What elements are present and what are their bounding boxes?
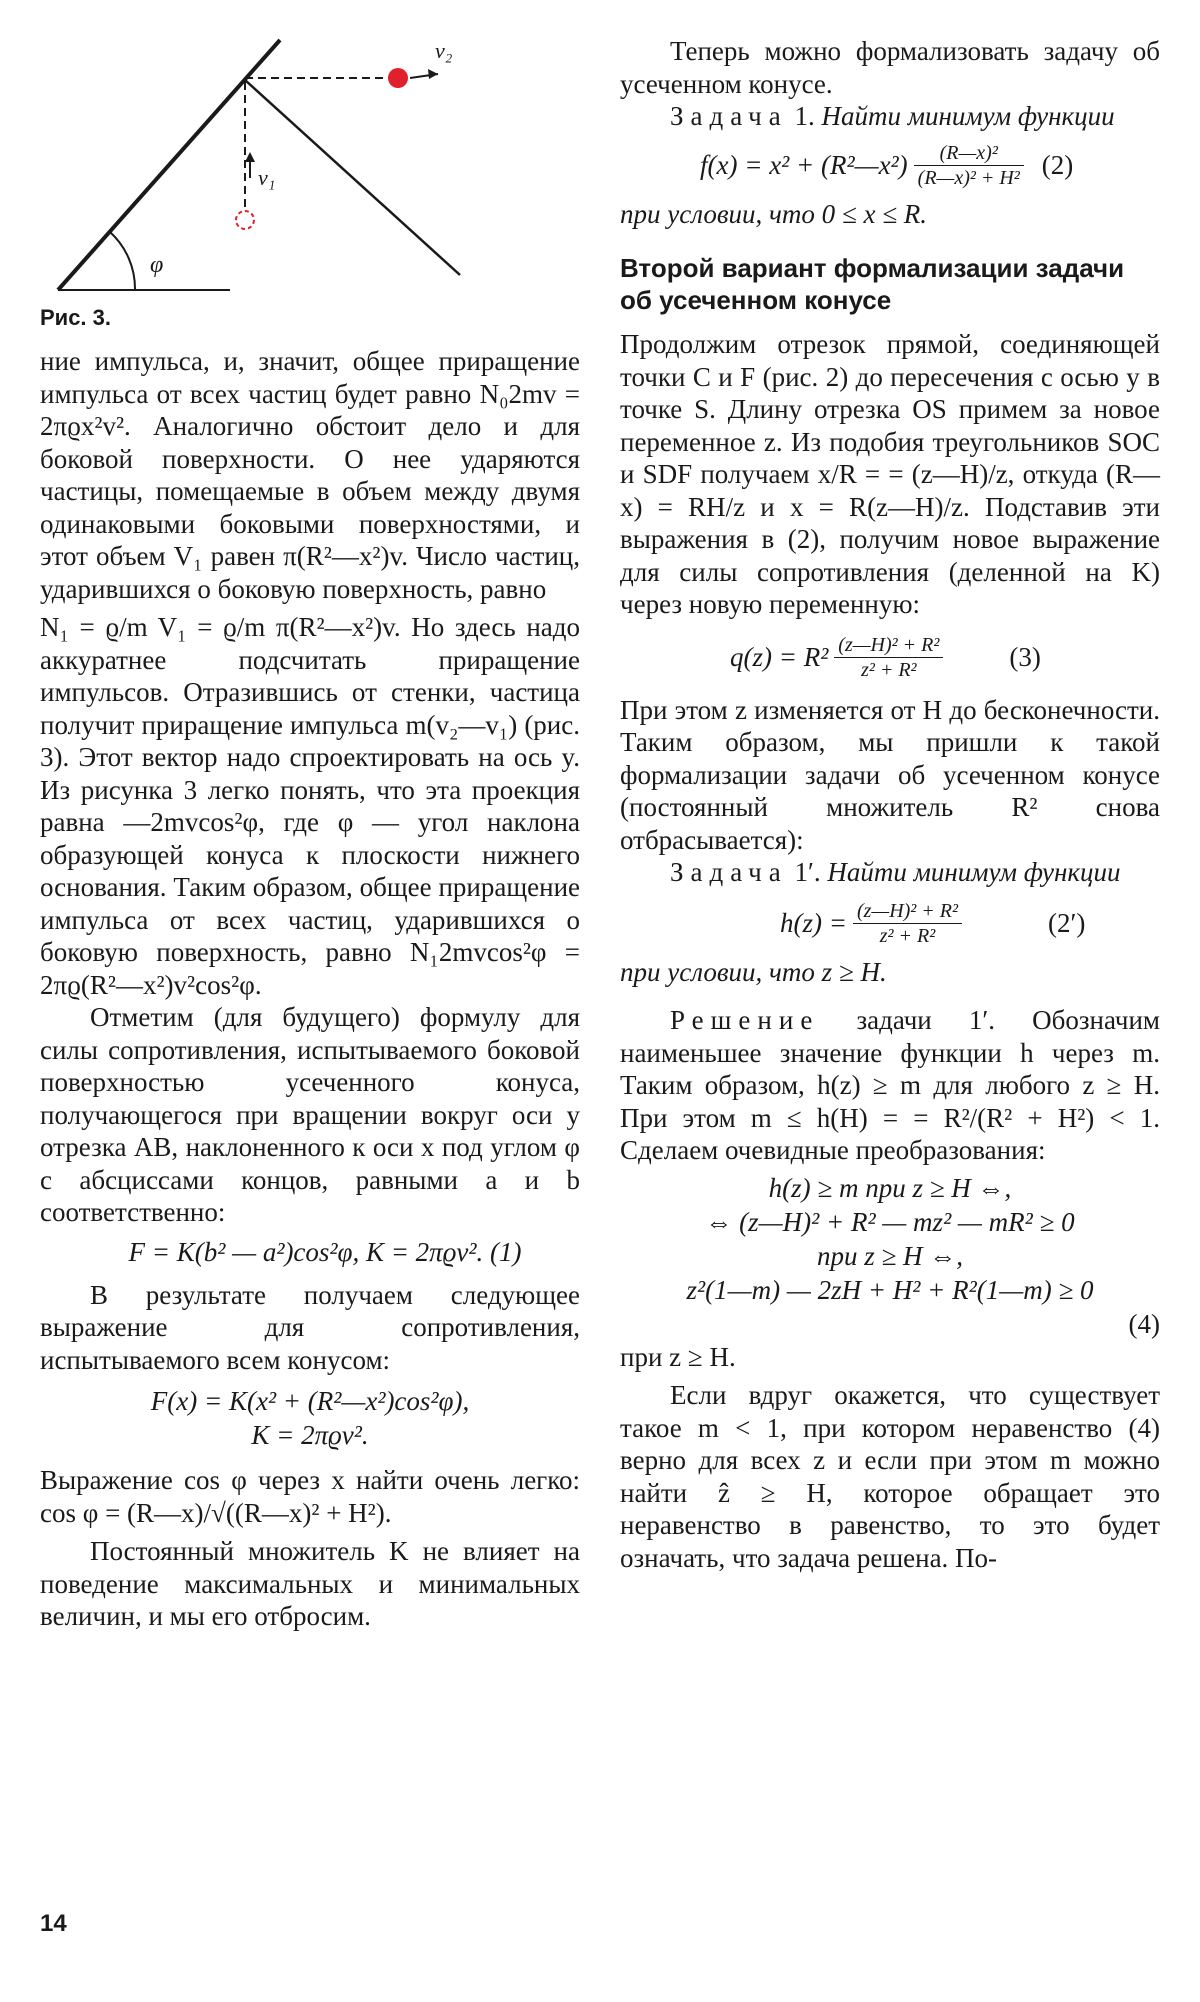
figure-caption: Рис. 3. bbox=[40, 305, 112, 330]
right-paragraph-3: При этом z изменяется от H до бесконечности. Таким образом, мы пришли к такой формализации задачи об усеченном конусе (постоянный множитель R² снова отбрасывается): bbox=[620, 694, 1160, 855]
inequality-4: z²(1—m) — 2zH + H² + R²(1—m) ≥ 0 bbox=[686, 1274, 1094, 1305]
left-paragraph-5: Постоянный множитель K не влияет на поведение максимальных и минимальных величин, и мы его отбросим. bbox=[40, 1536, 580, 1631]
formula-3-lhs: q(z) = R² bbox=[730, 642, 829, 672]
inequality-4-number: (4) bbox=[1128, 1308, 1160, 1339]
task-1-prime-number: 1′. bbox=[794, 857, 821, 887]
formula-2-prime-denominator: z² + R² bbox=[879, 924, 936, 947]
section-heading: Второй вариант формализации задачи об усеченном конусе bbox=[620, 253, 1125, 315]
condition-2: при условии, что z ≥ H. bbox=[620, 956, 887, 987]
normal-line bbox=[245, 80, 460, 275]
formula-3-number: (3) bbox=[1009, 642, 1041, 672]
equivalence-3: при z ≥ H ⇔, bbox=[816, 1240, 964, 1271]
solution-text: задачи 1′. Обозначим наименьшее значение функции h через m. Таким образом, h(z) ≥ m для любого z ≥ H. При этом m ≤ h(H) = = R²/(R² + H²) < 1. Сделаем очевидные преобразования: bbox=[620, 1005, 1161, 1165]
v1-label: v₁ bbox=[258, 165, 276, 190]
right-paragraph-5: Если вдруг окажется, что существует такое m < 1, при котором неравенство (4) верно для всех z и если при этом m можно найти ẑ ≥ H, которое обращает это неравенство в равенство, то это будет означать, что задача решена. По- bbox=[620, 1380, 1160, 1573]
page-number: 14 bbox=[40, 1910, 67, 1937]
left-paragraph-1b: N₁ = ϱ/m V₁ = ϱ/m π(R²—x²)v. Но здесь надо аккуратнее подсчитать приращение импульсов. Отразившись от стенки, частица получит приращение импульса m(v₂—v₁) (рис. 3). Этот вектор надо спроектировать на ось y. Из рисунка 3 легко понять, что эта проекция равна —2mvcos²φ, где φ — угол наклона образующей конуса к плоскости нижнего основания. Таким образом, общее приращение импульса от всех частиц, ударившихся о боковую поверхность, равно N₁2mvcos²φ = 2πϱ(R²—x²)v²cos²φ. bbox=[40, 612, 580, 1000]
figure-3 bbox=[40, 10, 580, 310]
left-paragraph-1: ние импульса, и, значит, общее приращение импульса от всех частиц будет равно N₀2mv = 2πϱx²v². Аналогично обстоит дело и для боковой поверхности. О нее ударяются частицы, помещаемые в объем между двумя одинаковыми боковыми поверхностями, и этот объем V₁ равен π(R²—x²)v. Число частиц, ударившихся о боковую поверхность, равно bbox=[40, 346, 580, 604]
formula-2a: F(x) = K(x² + (R²—x²)cos²φ), bbox=[150, 1386, 470, 1416]
formula-3 bbox=[730, 633, 1160, 682]
formula-2-prime bbox=[780, 899, 1160, 948]
formula-2-prime-number: (2′) bbox=[1048, 908, 1086, 938]
condition-3: при z ≥ H. bbox=[620, 1341, 736, 1372]
formula-2-numerator: (R—x)² bbox=[914, 141, 1024, 166]
condition-1: при условии, что 0 ≤ x ≤ R. bbox=[620, 198, 928, 229]
task-1 bbox=[620, 100, 1160, 133]
formula-2-prime-fraction bbox=[853, 899, 962, 948]
solution-label: Решение bbox=[670, 1005, 820, 1035]
formula-3-fraction bbox=[834, 633, 943, 682]
solution-paragraph bbox=[620, 1004, 1160, 1167]
right-paragraph-1: Теперь можно формализовать задачу об усеченном конусе. bbox=[620, 36, 1160, 99]
particle-reflected bbox=[388, 68, 408, 88]
formula-2-denominator: (R—x)² + H² bbox=[917, 166, 1020, 189]
formula-3-denominator: z² + R² bbox=[861, 658, 917, 681]
particle-incident bbox=[236, 211, 254, 229]
formula-2-number: (2) bbox=[1041, 150, 1074, 180]
formula-2-lhs: f(x) = x² + (R²—x²) bbox=[700, 150, 908, 180]
task-1-number: 1. bbox=[794, 101, 815, 131]
phi-label: φ bbox=[150, 252, 164, 278]
task-1-prime-label: Задача bbox=[670, 857, 788, 887]
v2-label: v₂ bbox=[435, 38, 453, 63]
left-paragraph-2: Отметим (для будущего) формулу для силы сопротивления, испытываемого боковой поверхностью усеченного конуса, получающегося при вращении вокруг оси y отрезка AB, наклоненного к оси x под углом φ с абсциссами концов, равными a и b соответственно: bbox=[40, 1002, 580, 1227]
formula-2-prime-numerator: (z—H)² + R² bbox=[853, 899, 962, 924]
task-1-prime-text: Найти минимум функции bbox=[827, 857, 1121, 887]
right-paragraph-2: Продолжим отрезок прямой, соединяющей точки C и F (рис. 2) до пересечения с осью y в точке S. Длину отрезка OS примем за новое переменное z. Из подобия треугольников SOC и SDF получаем x/R = = (z—H)/z, откуда (R—x) = RH/z и x = R(z—H)/z. Подставив эти выражения в (2), получим новое выражение для силы сопротивления (деленной на K) через новую переменную: bbox=[620, 329, 1160, 619]
task-1-label: Задача bbox=[670, 101, 788, 131]
formula-2-fraction bbox=[914, 141, 1024, 190]
angle-arc bbox=[110, 232, 135, 290]
formula-1: F = K(b² — a²)cos²φ, K = 2πϱv². (1) bbox=[128, 1236, 522, 1267]
equivalence-2: ⇔ (z—H)² + R² — mz² — mR² ≥ 0 bbox=[705, 1206, 1075, 1237]
formula-2b: K = 2πϱv². bbox=[251, 1420, 369, 1450]
formula-2-prime-lhs: h(z) = bbox=[780, 908, 847, 938]
equivalence-1: h(z) ≥ m при z ≥ H ⇔, bbox=[768, 1172, 1012, 1203]
task-1-prime bbox=[620, 856, 1160, 889]
task-1-text: Найти минимум функции bbox=[821, 101, 1115, 131]
formula-2 bbox=[700, 141, 1160, 190]
left-paragraph-3: В результате получаем следующее выражение для сопротивления, испытываемого всем конусом: bbox=[40, 1279, 580, 1375]
formula-3-numerator: (z—H)² + R² bbox=[834, 633, 943, 658]
left-paragraph-4: Выражение cos φ через x найти очень легко: cos φ = (R—x)/√((R—x)² + H²). bbox=[40, 1465, 580, 1528]
